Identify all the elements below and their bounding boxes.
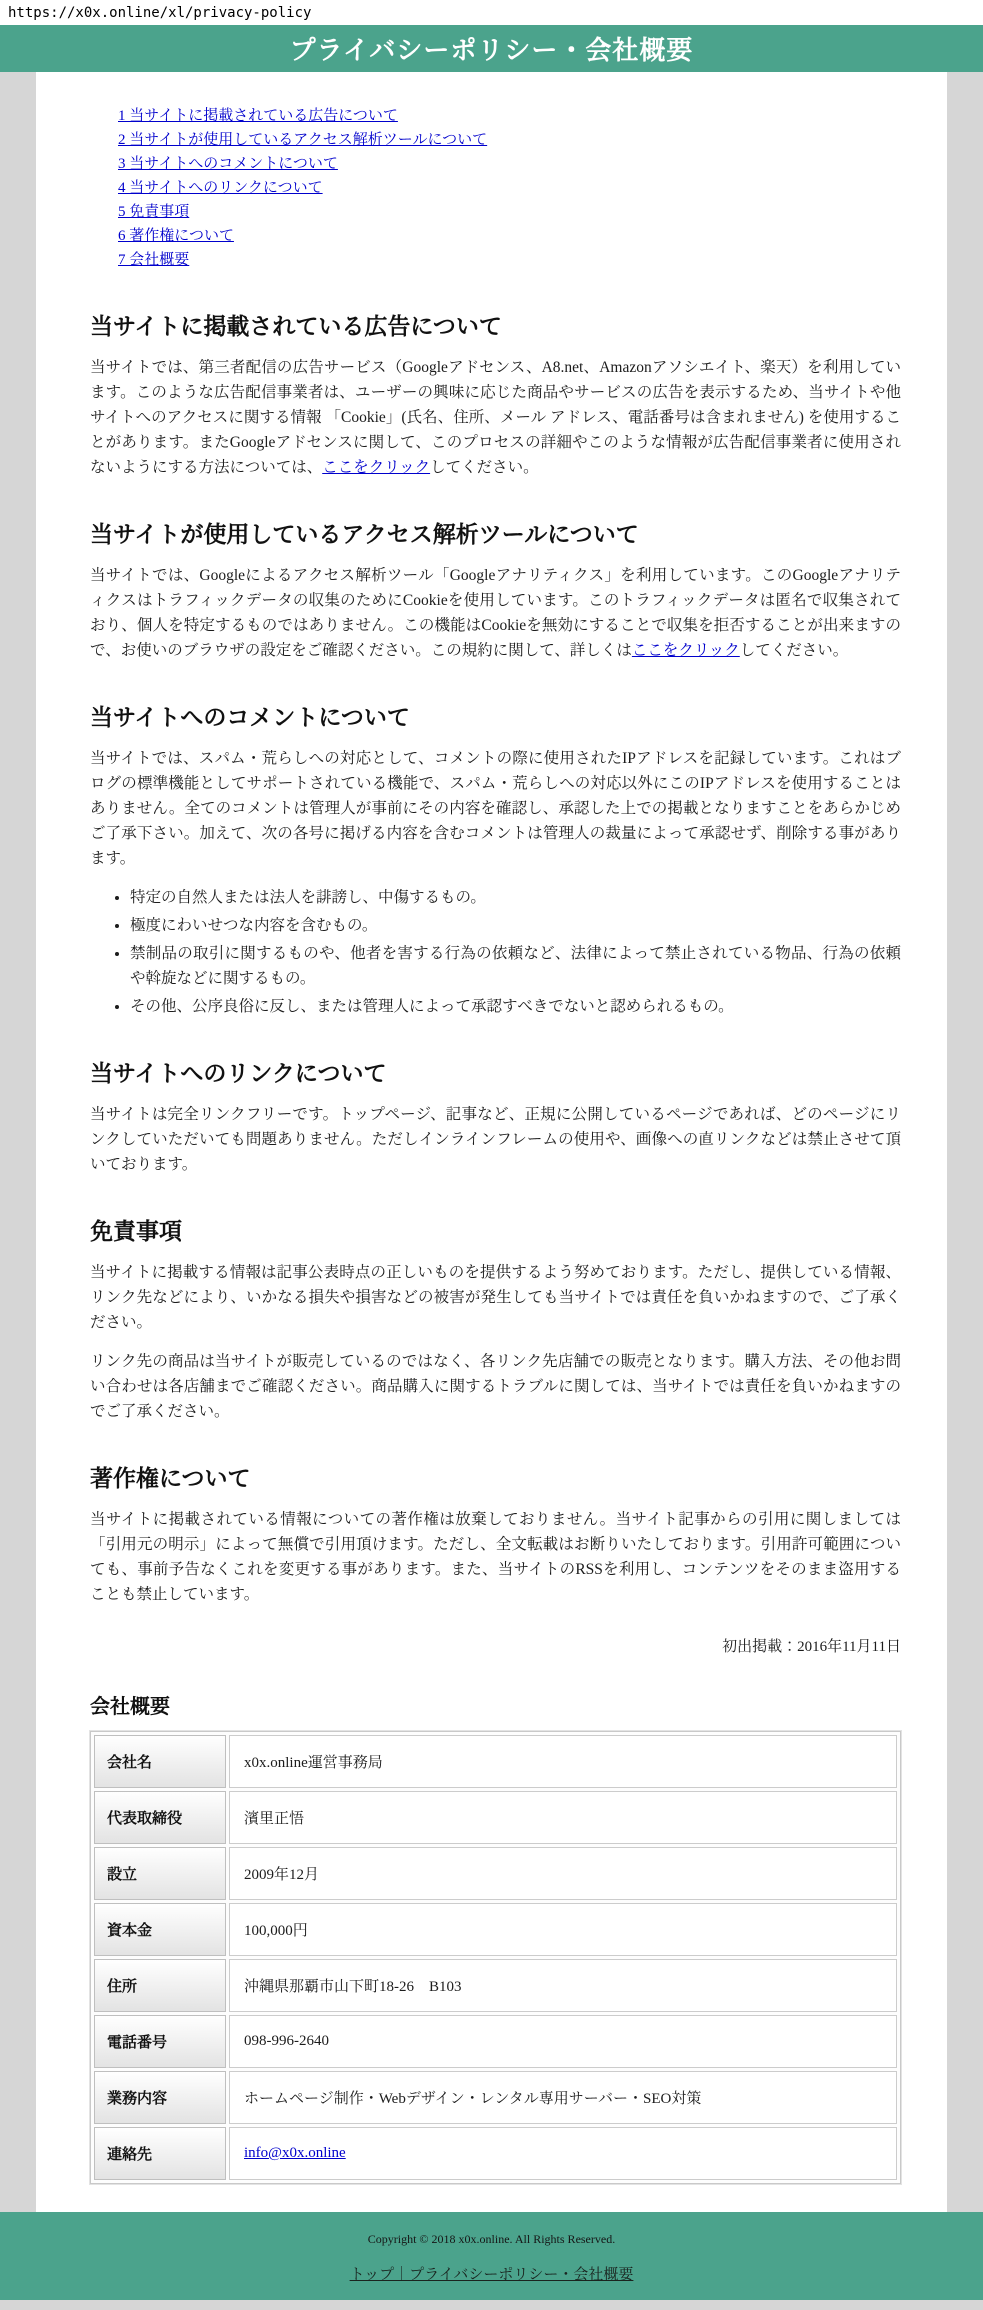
- table-row: [94, 2015, 897, 2068]
- company-row-label: 会社名: [94, 1735, 226, 1788]
- toc-link-copyright[interactable]: 6 著作権について: [118, 228, 234, 244]
- table-row: [94, 1847, 897, 1900]
- section-heading-disclaimer: 免責事項: [90, 1218, 182, 1244]
- page-background: [0, 72, 983, 2212]
- ads-text-before-link: 当サイトでは、第三者配信の広告サービス（Googleアドセンス、A8.net、Amazonアソシエイト、楽天）を利用しています。このような広告配信事業者は、ユーザーの興味に応じた商品やサービスの広告を表示するため、当サイトや他サイトへのアクセスに関する情報 「Cookie」(氏名、住所、メール アドレス、電話番号は含まれません) を使用することがあります。またGoogleアドセンスに関して、このプロセスの詳細やこのような情報が広告配信事業者に使用されないようにする方法については、: [90, 359, 901, 476]
- section-disclaimer: [90, 1213, 901, 1424]
- company-row-value: ホームページ制作・Webデザイン・レンタル専用サーバー・SEO対策: [229, 2071, 897, 2124]
- disclaimer-paragraph-1: 当サイトに掲載する情報は記事公表時点の正しいものを提供するよう努めております。ただし、提供している情報、リンク先などにより、いかなる損失や損害などの被害が発生しても当サイトでは責任を負いかねますので、ご了承ください。: [90, 1264, 901, 1331]
- toc-link-link-policy[interactable]: 4 当サイトへのリンクについて: [118, 180, 323, 196]
- footer-copyright: Copyright © 2018 x0x.online. All Rights Reserved.: [367, 2232, 616, 2246]
- toc-link-disclaimer[interactable]: 5 免責事項: [118, 204, 190, 220]
- company-row-value: 沖縄県那覇市山下町18-26 B103: [229, 1959, 897, 2012]
- contact-email-link[interactable]: info@x0x.online: [244, 2145, 346, 2161]
- section-link-policy: [90, 1055, 901, 1177]
- disclaimer-paragraph-2: リンク先の商品は当サイトが販売しているのではなく、各リンク先店舗での販売となります。購入方法、その他お問い合わせは各店舗までご確認ください。商品購入に関するトラブルに関しては、当サイトでは責任を負いかねますのでご了承ください。: [90, 1353, 901, 1420]
- table-of-contents: [118, 104, 901, 272]
- section-copyright-policy: [90, 1460, 901, 1656]
- section-heading-analytics: 当サイトが使用しているアクセス解析ツールについて: [90, 521, 639, 547]
- section-analytics-paragraph: [90, 563, 901, 663]
- browser-url-bar[interactable]: [0, 0, 983, 25]
- ads-click-here-link[interactable]: ここをクリック: [322, 459, 431, 476]
- toc-link-comments[interactable]: 3 当サイトへのコメントについて: [118, 156, 338, 172]
- company-row-label: 設立: [94, 1847, 226, 1900]
- page-title: プライバシーポリシー・会社概要: [289, 35, 694, 65]
- company-row-value: 濱里正悟: [229, 1791, 897, 1844]
- company-row-label: 業務内容: [94, 2071, 226, 2124]
- list-item: • その他、公序良俗に反し、または管理人によって承認すべきでないと認められるもの。: [130, 994, 901, 1019]
- comments-prohibited-list: [110, 885, 901, 1019]
- section-heading-comments: 当サイトへのコメントについて: [90, 704, 410, 730]
- company-row-value: 098-996-2640: [229, 2015, 897, 2068]
- toc-link-company[interactable]: 7 会社概要: [118, 252, 190, 268]
- bottom-margin-strip: [0, 2300, 983, 2310]
- table-row: [94, 1903, 897, 1956]
- first-published-date: 初出掲載：2016年11月11日: [722, 1639, 901, 1655]
- company-row-value: [229, 2127, 897, 2180]
- ads-text-after-link: してください。: [430, 459, 539, 476]
- company-row-label: 連絡先: [94, 2127, 226, 2180]
- section-comments-paragraph: 当サイトでは、スパム・荒らしへの対応として、コメントの際に使用されたIPアドレスを記録しています。これはブログの標準機能としてサポートされている機能で、スパム・荒らしへの対応以外にこのIPアドレスを使用することはありません。全てのコメントは管理人が事前にその内容を確認し、承認した上での掲載となりますことをあらかじめご了承下さい。加えて、次の各号に掲げる内容を含むコメントは管理人の裁量によって承認せず、削除する事があります。: [90, 750, 901, 867]
- analytics-text-before-link: 当サイトでは、Googleによるアクセス解析ツール「Googleアナリティクス」を利用しています。このGoogleアナリティクスはトラフィックデータの収集のためにCookieを使用しています。このトラフィックデータは匿名で収集されており、個人を特定するものではありません。この機能はCookieを無効にすることで収集を拒否することが出来ますので、お使いのブラウザの設定をご確認ください。この規約に関して、詳しくは: [90, 567, 901, 659]
- section-ads: [90, 308, 901, 480]
- company-row-value: 100,000円: [229, 1903, 897, 1956]
- company-row-label: 住所: [94, 1959, 226, 2012]
- footer-nav: [0, 2263, 983, 2284]
- list-item: • 特定の自然人または法人を誹謗し、中傷するもの。: [130, 885, 901, 910]
- section-heading-link-policy: 当サイトへのリンクについて: [90, 1060, 387, 1086]
- content-area: [36, 72, 947, 2212]
- company-row-value: x0x.online運営事務局: [229, 1735, 897, 1788]
- section-company-profile: [90, 1690, 901, 2184]
- site-header: [0, 25, 983, 72]
- company-row-value: 2009年12月: [229, 1847, 897, 1900]
- table-row: [94, 1791, 897, 1844]
- section-ads-paragraph: [90, 355, 901, 480]
- analytics-text-after-link: してください。: [739, 642, 849, 659]
- footer-nav-link[interactable]: トップ｜プライバシーポリシー・会社概要: [349, 2267, 634, 2283]
- table-row: [94, 2071, 897, 2124]
- list-item: • 極度にわいせつな内容を含むもの。: [130, 913, 901, 938]
- company-profile-table: [90, 1731, 901, 2184]
- company-row-label: 電話番号: [94, 2015, 226, 2068]
- page-url: https://x0x.online/xl/privacy-policy: [8, 5, 312, 21]
- list-item: • 禁制品の取引に関するものや、他者を害する行為の依頼など、法律によって禁止されている物品、行為の依頼や斡旋などに関するもの。: [130, 941, 901, 991]
- company-profile-heading: 会社概要: [90, 1696, 170, 1718]
- table-row: [94, 1959, 897, 2012]
- section-comments: [90, 699, 901, 1019]
- table-row: [94, 1735, 897, 1788]
- section-heading-ads: 当サイトに掲載されている広告について: [90, 313, 502, 339]
- section-heading-copyright: 著作権について: [90, 1465, 251, 1491]
- analytics-click-here-link[interactable]: ここをクリック: [631, 642, 740, 659]
- section-link-policy-paragraph: 当サイトは完全リンクフリーです。トップページ、記事など、正規に公開しているページであれば、どのページにリンクしていただいても問題ありません。ただしインラインフレームの使用や、画像への直リンクなどは禁止させて頂いております。: [90, 1106, 901, 1173]
- copyright-policy-paragraph: 当サイトに掲載されている情報についての著作権は放棄しておりません。当サイト記事からの引用に関しましては「引用元の明示」によって無償で引用頂けます。ただし、全文転載はお断りいたしております。引用許可範囲についても、事前予告なくこれを変更する事があります。また、当サイトのRSSを利用し、コンテンツをそのまま盗用することも禁止しています。: [90, 1511, 901, 1603]
- company-row-label: 代表取締役: [94, 1791, 226, 1844]
- table-row: [94, 2127, 897, 2180]
- company-row-label: 資本金: [94, 1903, 226, 1956]
- section-analytics: [90, 516, 901, 663]
- toc-link-analytics[interactable]: 2 当サイトが使用しているアクセス解析ツールについて: [118, 132, 488, 148]
- toc-link-ads[interactable]: 1 当サイトに掲載されている広告について: [118, 108, 398, 124]
- site-footer: [0, 2212, 983, 2300]
